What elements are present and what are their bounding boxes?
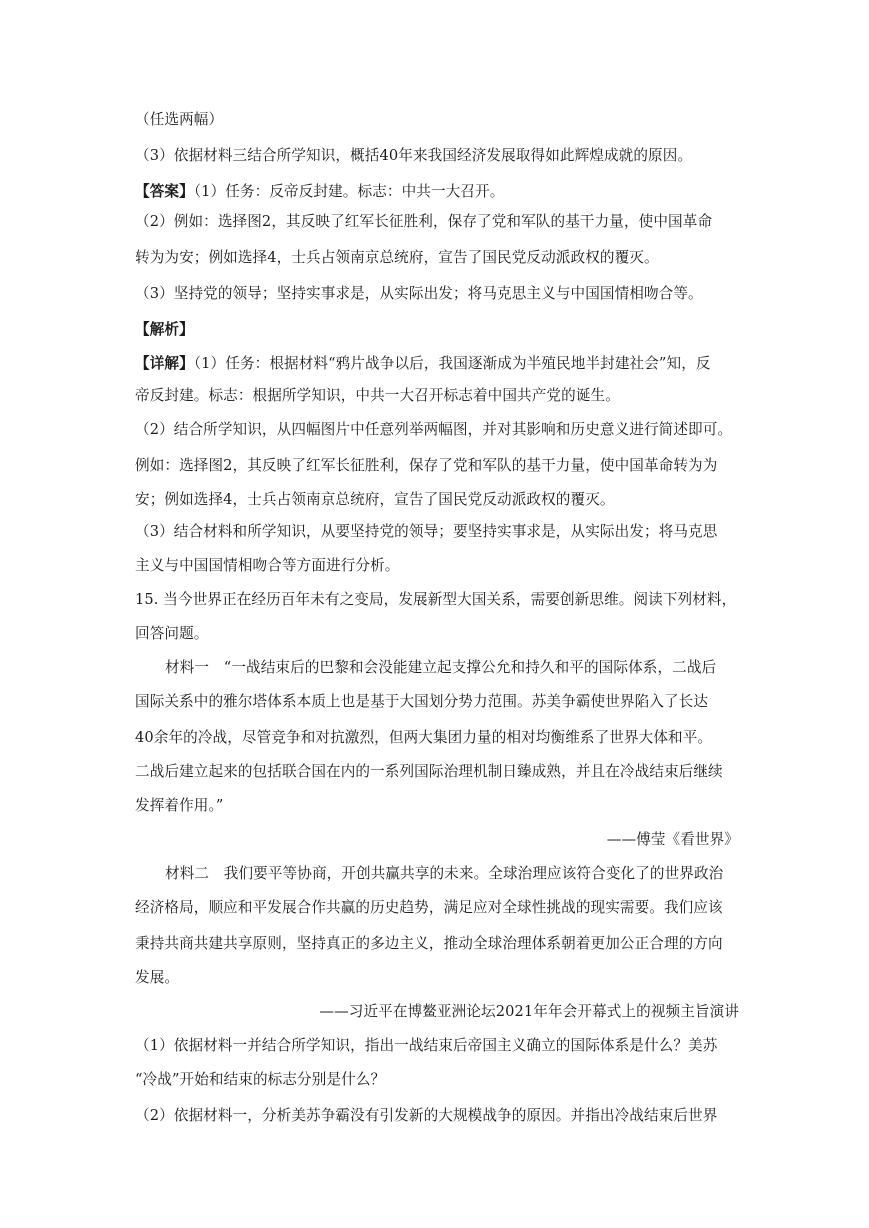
text-line: 秉持共商共建共享原则，坚持真正的多边主义，推动全球治理体系朝着更加公正合理的方向 <box>135 935 723 952</box>
text-line: “冷战”开始和结束的标志分别是什么？ <box>135 1071 386 1088</box>
source-citation: ——傅莹《看世界》 <box>606 831 739 848</box>
text-line: （任选两幅） <box>135 111 224 128</box>
text-line: 经济格局，顺应和平发展合作共赢的历史趋势，满足应对全球性挑战的现实需要。我们应该 <box>135 899 723 916</box>
source-citation: ——习近平在博鳌亚洲论坛2021年年会开幕式上的视频主旨演讲 <box>319 1003 739 1020</box>
material-two-line: 材料二 我们要平等协商，开创共赢共享的未来。全球治理应该符合变化了的世界政治 <box>165 865 724 882</box>
text-line: （2）结合所学知识，从四幅图片中任意列举两幅图，并对其影响和历史意义进行简述即可。 <box>135 421 733 438</box>
text-line: 例如：选择图2，其反映了红军长征胜利，保存了党和军队的基干力量，使中国革命转为为 <box>135 457 718 474</box>
text-line: 国际关系中的雅尔塔体系本质上也是基于大国划分势力范围。苏美争霸使世界陷入了长达 <box>135 693 709 710</box>
answer-text: （1）任务：反帝反封建。标志：中共一大召开。 <box>193 183 505 200</box>
text-line: 帝反封建。标志：根据所学知识，中共一大召开标志着中国共产党的诞生。 <box>135 387 620 404</box>
detail-tag: 【详解】 <box>135 355 194 372</box>
detail-line <box>135 354 739 374</box>
text-line: 转为为安；例如选择4，士兵占领南京总统府，宣告了国民党反动派政权的覆灭。 <box>135 249 659 266</box>
analysis-heading: 【解析】 <box>135 321 194 338</box>
text-line: 二战后建立起来的包括联合国在内的一系列国际治理机制日臻成熟，并且在冷战结束后继续 <box>135 763 723 780</box>
text-line: （3）结合材料和所学知识，从要坚持党的领导；要坚持实事求是，从实际出发；将马克思 <box>135 523 718 540</box>
answer-line <box>135 182 739 202</box>
text-line: 发挥着作用。” <box>135 797 224 814</box>
question-15-line: 15. 当今世界正在经历百年未有之变局，发展新型大国关系，需要创新思维。阅读下列材料， <box>135 591 737 608</box>
text-line: （3）坚持党的领导；坚持实事求是，从实际出发；将马克思主义与中国国情相吻合等。 <box>135 285 703 302</box>
material-one-line: 材料一 “一战结束后的巴黎和会没能建立起支撑公允和持久和平的国际体系，二战后 <box>165 659 717 676</box>
text-line: （3）依据材料三结合所学知识，概括40年来我国经济发展取得如此辉煌成就的原因。 <box>135 147 693 164</box>
subquestion-line: （2）依据材料一，分析美苏争霸没有引发新的大规模战争的原因。并指出冷战结束后世界 <box>135 1107 718 1124</box>
answer-tag: 【答案】 <box>135 183 194 200</box>
text-line: 40余年的冷战，尽管竞争和对抗激烈，但两大集团力量的相对均衡维系了世界大体和平。 <box>135 729 713 746</box>
subquestion-line: （1）依据材料一并结合所学知识，指出一战结束后帝国主义确立的国际体系是什么？美苏 <box>135 1037 718 1054</box>
text-line: 主义与中国国情相吻合等方面进行分析。 <box>135 557 400 574</box>
text-line: （2）例如：选择图2，其反映了红军长征胜利，保存了党和军队的基干力量，使中国革命 <box>135 213 713 230</box>
text-line: 回答问题。 <box>135 625 209 642</box>
text-line: 安；例如选择4，士兵占领南京总统府，宣告了国民党反动派政权的覆灭。 <box>135 491 615 508</box>
detail-text: （1）任务：根据材料“鸦片战争以后，我国逐渐成为半殖民地半封建社会”知，反 <box>193 355 711 372</box>
text-line: 发展。 <box>135 969 180 986</box>
